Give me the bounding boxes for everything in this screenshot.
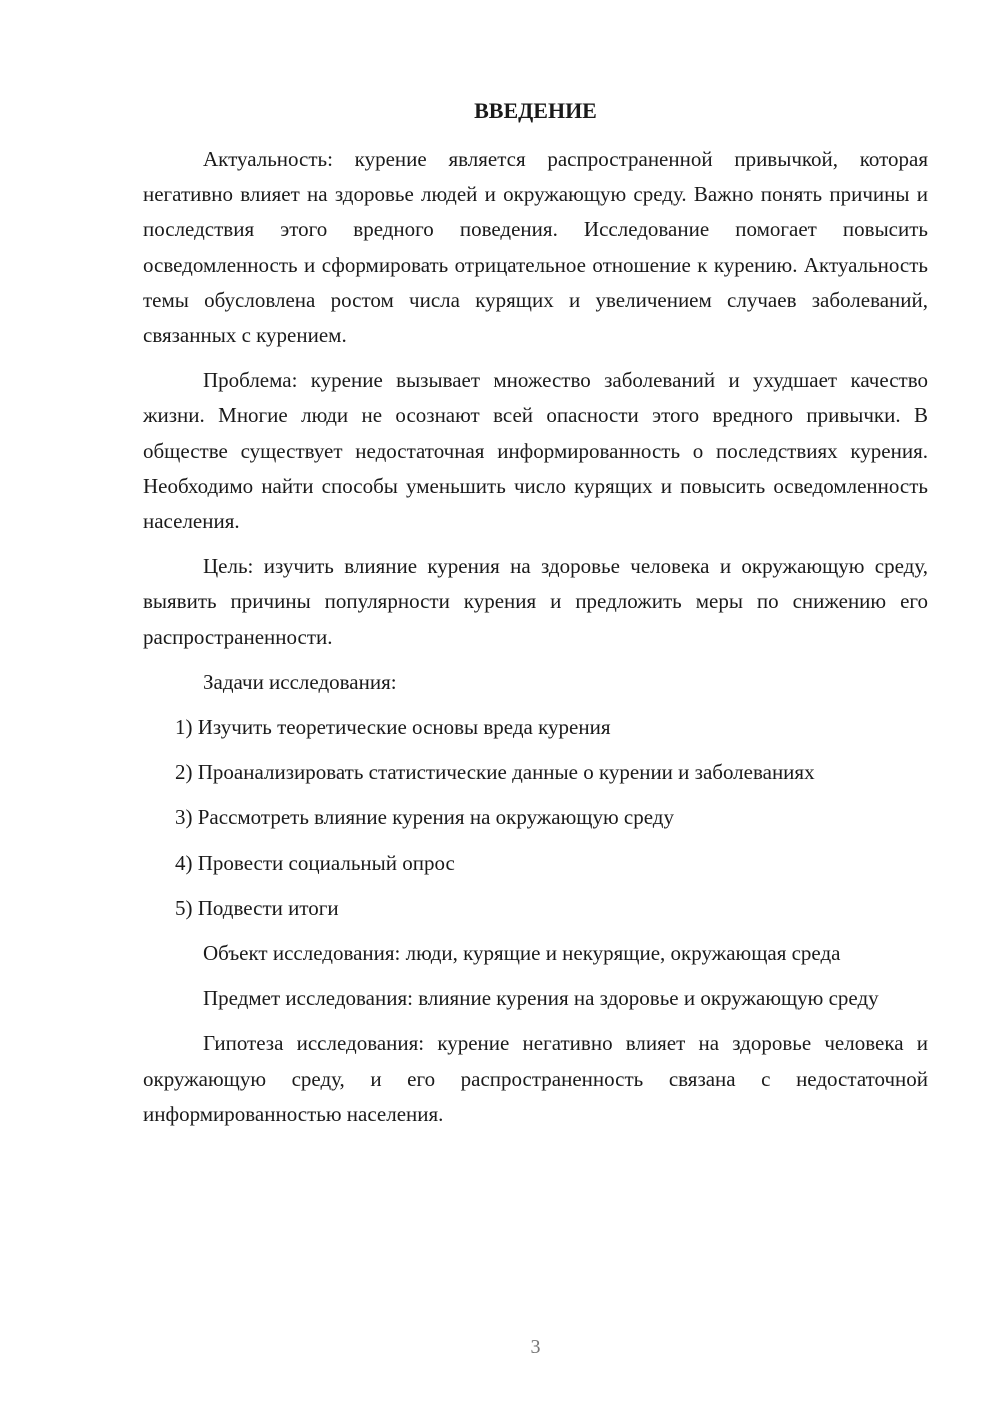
paragraph-goal: Цель: изучить влияние курения на здоровье человека и окружающую среду, выявить причины популярности курения и предложить меры по снижению его распространенности. [143,554,928,649]
paragraph-hypothesis: Гипотеза исследования: курение негативно влияет на здоровье человека и окружающую среду, и его распространенность связана с недостаточной информированностью населения. [143,1031,928,1126]
task-item-3: 3) Рассмотреть влияние курения на окружающую среду [175,805,674,830]
paragraph-problem: Проблема: курение вызывает множество заболеваний и ухудшает качество жизни. Многие люди не осознают всей опасности этого вредного привычки. В обществе существует недостаточная информированность о последствиях курения. Необходимо найти способы уменьшить число курящих и повысить осведомленность населения. [143,368,928,534]
task-item-1: 1) Изучить теоретические основы вреда курения [175,715,611,740]
paragraph-object: Объект исследования: люди, курящие и некурящие, окружающая среда [203,941,841,966]
paragraph-relevance: Актуальность: курение является распространенной привычкой, которая негативно влияет на здоровье людей и окружающую среду. Важно понять причины и последствия этого вредного поведения. Исследование помогает повысить осведомленность и сформировать отрицательное отношение к курению. Актуальность темы обусловлена ростом числа курящих и увеличением случаев заболеваний, связанных с курением. [143,147,928,348]
document-body [143,142,928,1142]
task-item-4: 4) Провести социальный опрос [175,850,455,875]
page-number: 3 [530,1336,541,1358]
paragraph-subject: Предмет исследования: влияние курения на здоровье и окружающую среду [203,986,879,1011]
document-page [143,0,928,1414]
task-item-2: 2) Проанализировать статистические данные о курении и заболеваниях [175,760,815,785]
paragraph-tasks-heading: Задачи исследования: [203,669,397,694]
task-item-5: 5) Подвести итоги [175,895,339,920]
page-title: ВВЕДЕНИЕ [474,98,597,123]
